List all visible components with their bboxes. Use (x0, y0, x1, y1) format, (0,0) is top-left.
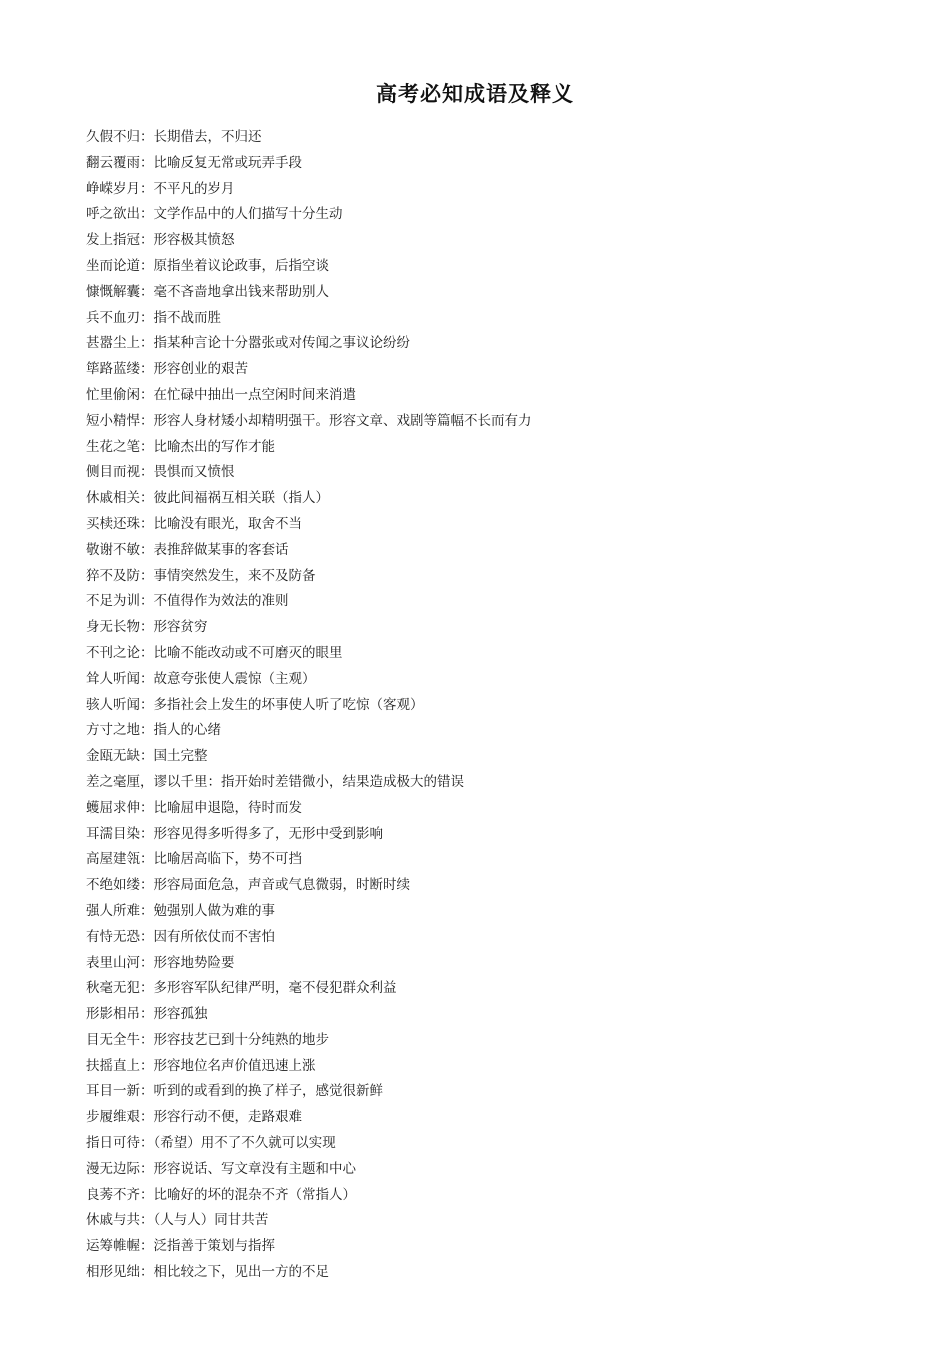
idiom-entry: 敬谢不敏：表推辞做某事的客套话 (86, 541, 289, 558)
idiom-entry: 久假不归：长期借去，不归还 (86, 129, 262, 145)
document-title: 高考必知成语及释义 (376, 82, 574, 106)
idiom-entry: 身无长物：形容贫穷 (86, 619, 208, 636)
idiom-entry: 方寸之地：指人的心绪 (86, 722, 221, 739)
idiom-entry: 强人所难：勉强别人做为难的事 (86, 902, 275, 919)
idiom-entry: 骇人听闻：多指社会上发生的坏事使人听了吃惊（客观） (86, 696, 424, 713)
idiom-entry: 扶摇直上：形容地位名声价值迅速上涨 (86, 1057, 316, 1074)
idiom-entry: 忙里偷闲：在忙碌中抽出一点空闲时间来消遣 (86, 386, 356, 403)
idiom-entry: 有恃无恐：因有所依仗而不害怕 (86, 928, 275, 945)
idiom-entry: 蠖屈求伸：比喻屈申退隐，待时而发 (86, 799, 302, 816)
idiom-entry: 短小精悍：形容人身材矮小却精明强干。形容文章、戏剧等篇幅不长而有力 (86, 412, 532, 429)
idiom-entry: 不绝如缕：形容局面危急，声音或气息微弱，时断时续 (86, 877, 410, 894)
idiom-entry: 筚路蓝缕：形容创业的艰苦 (86, 361, 248, 378)
idiom-entry: 目无全牛：形容技艺已到十分纯熟的地步 (86, 1031, 329, 1048)
idiom-entry: 高屋建瓴：比喻居高临下，势不可挡 (86, 851, 302, 868)
idiom-entry: 甚嚣尘上：指某种言论十分嚣张或对传闻之事议论纷纷 (86, 335, 410, 352)
idiom-entry: 形影相吊：形容孤独 (86, 1006, 208, 1023)
idiom-entry: 兵不血刃：指不战而胜 (86, 309, 221, 326)
idiom-entry: 生花之笔：比喻杰出的写作才能 (86, 438, 275, 455)
idiom-entry: 休戚与共：（人与人）同甘共苦 (86, 1212, 269, 1229)
idiom-entry: 指日可待：（希望）用不了不久就可以实现 (86, 1135, 336, 1152)
idiom-entry: 良莠不齐：比喻好的坏的混杂不齐（常指人） (86, 1186, 356, 1203)
idiom-entry: 休戚相关：彼此间福祸互相关联（指人） (86, 490, 329, 507)
idiom-entry: 发上指冠：形容极其愤怒 (86, 232, 235, 249)
idiom-list (86, 125, 886, 1286)
idiom-entry: 相形见绌：相比较之下，见出一方的不足 (86, 1264, 329, 1281)
idiom-entry: 买椟还珠：比喻没有眼光，取舍不当 (86, 515, 302, 532)
idiom-entry: 呼之欲出：文学作品中的人们描写十分生动 (86, 206, 343, 223)
idiom-entry: 翻云覆雨：比喻反复无常或玩弄手段 (86, 154, 302, 171)
idiom-entry: 耸人听闻：故意夸张使人震惊（主观） (86, 670, 316, 687)
idiom-entry: 慷慨解囊：毫不吝啬地拿出钱来帮助别人 (86, 283, 329, 300)
idiom-entry: 金瓯无缺：国土完整 (86, 748, 208, 765)
idiom-entry: 峥嵘岁月：不平凡的岁月 (86, 180, 235, 197)
idiom-entry: 运筹帷幄：泛指善于策划与指挥 (86, 1238, 275, 1255)
idiom-entry: 表里山河：形容地势险要 (86, 954, 235, 971)
idiom-entry: 坐而论道：原指坐着议论政事，后指空谈 (86, 257, 329, 274)
idiom-entry: 猝不及防：事情突然发生，来不及防备 (86, 567, 316, 584)
idiom-entry: 侧目而视：畏惧而又愤恨 (86, 464, 235, 481)
idiom-entry: 步履维艰：形容行动不便，走路艰难 (86, 1109, 302, 1126)
idiom-entry: 秋毫无犯：多形容军队纪律严明，毫不侵犯群众利益 (86, 980, 397, 997)
idiom-entry: 不足为训：不值得作为效法的准则 (86, 593, 289, 610)
idiom-entry: 差之毫厘，谬以千里：指开始时差错微小，结果造成极大的错误 (86, 773, 464, 790)
idiom-entry: 漫无边际：形容说话、写文章没有主题和中心 (86, 1160, 356, 1177)
idiom-entry: 不刊之论：比喻不能改动或不可磨灭的眼里 (86, 644, 343, 661)
idiom-entry: 耳濡目染：形容见得多听得多了，无形中受到影响 (86, 825, 383, 842)
idiom-entry: 耳目一新：听到的或看到的换了样子，感觉很新鲜 (86, 1083, 383, 1100)
